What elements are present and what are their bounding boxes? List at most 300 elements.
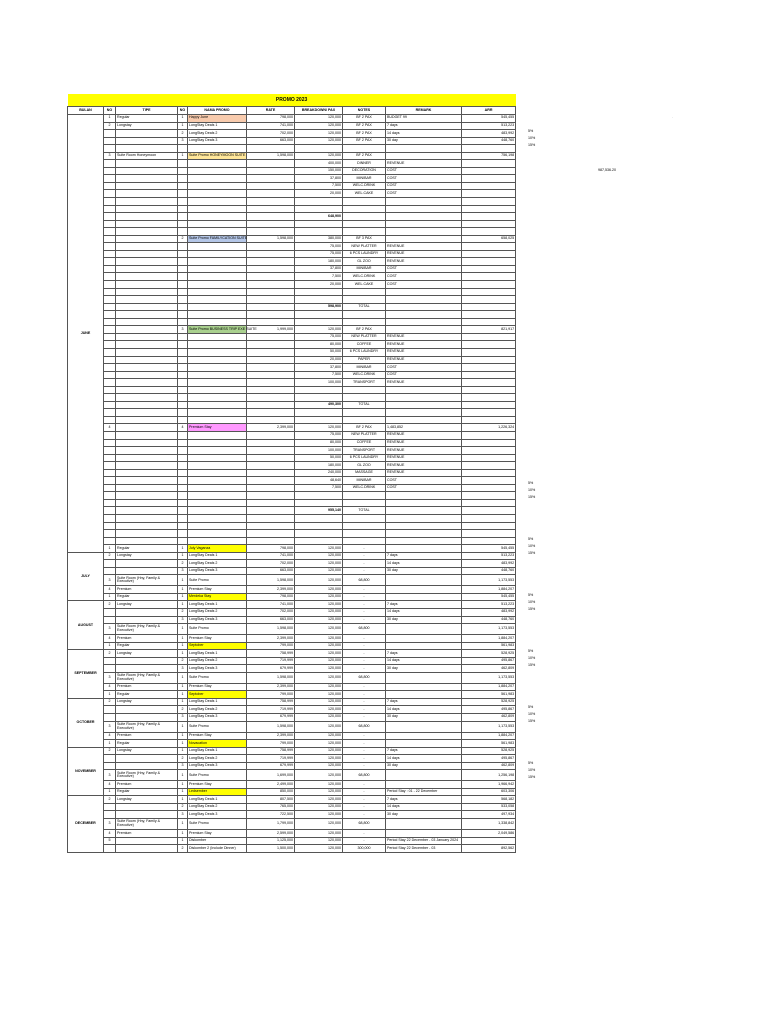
cell-nama	[188, 514, 247, 522]
cell-notes: TOTAL	[343, 401, 386, 409]
cell-nama	[188, 507, 247, 515]
cell-no2	[178, 514, 188, 522]
cell-tipe	[116, 530, 178, 538]
month-cell: JULY	[68, 552, 104, 601]
cell-rate	[247, 522, 295, 530]
cell-notes	[343, 537, 386, 545]
cell-bd	[295, 288, 343, 296]
cell-nama: LongStay Deals 3	[188, 811, 247, 819]
cell-nama	[188, 416, 247, 424]
cell-bd	[295, 394, 343, 402]
cell-notes: GL ZOO	[343, 462, 386, 470]
cell-no2: 3	[178, 326, 188, 334]
table-row	[68, 198, 516, 206]
cell-no2: 3	[178, 762, 188, 770]
cell-no	[104, 318, 116, 326]
cell-no: 4	[104, 683, 116, 691]
table-row	[68, 220, 516, 228]
cell-tipe	[116, 416, 178, 424]
cell-remark: 14 days	[386, 560, 462, 568]
cell-no2	[178, 273, 188, 281]
cell-tipe	[116, 803, 178, 811]
cell-remark: 30 day	[386, 811, 462, 819]
cell-arr: 1,884,207	[462, 586, 516, 594]
table-row	[68, 575, 516, 586]
cell-rate	[247, 258, 295, 266]
cell-bd: 490,300	[295, 401, 343, 409]
cell-notes	[343, 499, 386, 507]
cell-no2: 2	[178, 235, 188, 243]
cell-notes: BF 2 PAX	[343, 424, 386, 432]
cell-nama	[188, 281, 247, 289]
cell-no	[104, 379, 116, 387]
cell-rate	[247, 537, 295, 545]
cell-rate	[247, 333, 295, 341]
column-header: NO	[178, 107, 188, 115]
cell-tipe: Regular	[116, 545, 178, 553]
table-row	[68, 424, 516, 432]
cell-bd	[295, 522, 343, 530]
cell-no	[104, 288, 116, 296]
cell-tipe	[116, 213, 178, 221]
cell-notes	[343, 409, 386, 417]
cell-nama	[188, 258, 247, 266]
cell-tipe: Suite Room (Hny, Family & Executive)	[116, 575, 178, 586]
cell-nama	[188, 522, 247, 530]
cell-arr	[462, 454, 516, 462]
cell-remark: REVENUE	[386, 462, 462, 470]
cell-tipe: Regular	[116, 691, 178, 699]
cell-arr	[462, 537, 516, 545]
column-header: NOTES	[343, 107, 386, 115]
cell-no2	[178, 296, 188, 304]
cell-rate	[247, 379, 295, 387]
cell-no2: 1	[178, 545, 188, 553]
cell-nama: Suite Promo	[188, 575, 247, 586]
cell-nama: Premium Stay	[188, 781, 247, 789]
cell-rate: 1,999,000	[247, 326, 295, 334]
table-row	[68, 401, 516, 409]
promo-table	[67, 94, 516, 853]
cell-remark	[386, 530, 462, 538]
cell-notes	[343, 416, 386, 424]
cell-remark	[386, 740, 462, 748]
cell-bd: 50,000	[295, 348, 343, 356]
side-pct-label: 10%	[528, 712, 536, 716]
table-row	[68, 740, 516, 748]
cell-no: 2	[104, 122, 116, 130]
cell-arr	[462, 530, 516, 538]
cell-arr	[462, 265, 516, 273]
cell-no	[104, 567, 116, 575]
cell-no: 4	[104, 424, 116, 432]
cell-notes	[343, 492, 386, 500]
table-row	[68, 341, 516, 349]
cell-no: 4	[104, 781, 116, 789]
cell-notes: 68,800	[343, 624, 386, 635]
cell-no: 2	[104, 601, 116, 609]
cell-no: 4	[104, 586, 116, 594]
cell-bd: 80,000	[295, 341, 343, 349]
side-pct-label: 5%	[528, 705, 534, 709]
cell-notes: -	[343, 552, 386, 560]
cell-notes: BF 2 PAX	[343, 115, 386, 123]
cell-nama: Suite Promo	[188, 770, 247, 781]
cell-nama	[188, 167, 247, 175]
cell-rate: 807,500	[247, 796, 295, 804]
cell-tipe	[116, 454, 178, 462]
cell-arr: 533,058	[462, 803, 516, 811]
cell-bd	[295, 205, 343, 213]
cell-tipe: Regular	[116, 115, 178, 123]
cell-notes: -	[343, 657, 386, 665]
cell-no2: 1	[178, 552, 188, 560]
cell-remark	[386, 394, 462, 402]
cell-notes: MINIBAR	[343, 364, 386, 372]
month-cell: OCTOBER	[68, 698, 104, 747]
cell-notes: -	[343, 747, 386, 755]
cell-tipe	[116, 190, 178, 198]
cell-nama: LongStay Deals 1	[188, 122, 247, 130]
cell-notes: BF 2 PAX	[343, 326, 386, 334]
table-row	[68, 454, 516, 462]
cell-notes	[343, 205, 386, 213]
cell-remark	[386, 732, 462, 740]
cell-rate: 702,000	[247, 560, 295, 568]
cell-nama	[188, 213, 247, 221]
cell-no	[104, 167, 116, 175]
cell-bd: 75,000	[295, 243, 343, 251]
cell-rate	[247, 182, 295, 190]
cell-arr: 448,760	[462, 567, 516, 575]
cell-nama	[188, 454, 247, 462]
cell-tipe	[116, 175, 178, 183]
cell-nama	[188, 462, 247, 470]
cell-arr	[462, 145, 516, 153]
side-pct-label: 15%	[528, 719, 536, 723]
cell-tipe	[116, 431, 178, 439]
cell-no	[104, 198, 116, 206]
cell-tipe	[116, 706, 178, 714]
cell-no: 1	[104, 115, 116, 123]
cell-notes: -	[343, 781, 386, 789]
cell-arr: 448,760	[462, 616, 516, 624]
cell-notes: -	[343, 714, 386, 722]
cell-arr: 1,226,324	[462, 424, 516, 432]
cell-no	[104, 845, 116, 853]
cell-tipe	[116, 845, 178, 853]
cell-arr	[462, 477, 516, 485]
column-header: ARR	[462, 107, 516, 115]
cell-notes: -	[343, 698, 386, 706]
cell-remark	[386, 522, 462, 530]
cell-rate	[247, 243, 295, 251]
cell-tipe: Regular	[116, 788, 178, 796]
cell-nama	[188, 145, 247, 153]
cell-bd: 120,000	[295, 845, 343, 853]
cell-rate: 1,598,000	[247, 624, 295, 635]
cell-remark: 30 day	[386, 616, 462, 624]
table-row	[68, 845, 516, 853]
cell-remark: REVENUE	[386, 454, 462, 462]
cell-nama: Suite Promo	[188, 624, 247, 635]
cell-no	[104, 454, 116, 462]
cell-no	[104, 492, 116, 500]
cell-notes: -	[343, 642, 386, 650]
cell-no2	[178, 341, 188, 349]
cell-no	[104, 205, 116, 213]
cell-no: 1	[104, 691, 116, 699]
table-row	[68, 665, 516, 673]
cell-bd: 120,000	[295, 830, 343, 838]
cell-tipe	[116, 364, 178, 372]
cell-tipe	[116, 499, 178, 507]
cell-tipe	[116, 484, 178, 492]
cell-notes: GL ZOO	[343, 258, 386, 266]
cell-rate	[247, 205, 295, 213]
table-row	[68, 243, 516, 251]
cell-remark: COST	[386, 167, 462, 175]
cell-nama	[188, 537, 247, 545]
cell-arr	[462, 175, 516, 183]
cell-remark	[386, 507, 462, 515]
cell-rate	[247, 462, 295, 470]
table-row	[68, 732, 516, 740]
cell-remark	[386, 198, 462, 206]
cell-bd	[295, 530, 343, 538]
cell-remark: COST	[386, 281, 462, 289]
cell-arr: 495,867	[462, 755, 516, 763]
cell-rate	[247, 281, 295, 289]
side-pct-label: 10%	[528, 768, 536, 772]
cell-nama: Diskomber	[188, 837, 247, 845]
cell-no	[104, 394, 116, 402]
cell-no	[104, 560, 116, 568]
cell-remark: 7 days	[386, 122, 462, 130]
cell-no: 5	[104, 837, 116, 845]
cell-rate: 2,499,000	[247, 781, 295, 789]
cell-remark	[386, 220, 462, 228]
cell-remark	[386, 586, 462, 594]
cell-arr	[462, 522, 516, 530]
cell-no: 2	[104, 796, 116, 804]
cell-no	[104, 469, 116, 477]
cell-nama: Ledsember	[188, 788, 247, 796]
cell-rate	[247, 198, 295, 206]
cell-no2: 1	[178, 721, 188, 732]
cell-bd: 120,000	[295, 672, 343, 683]
cell-arr: 561,983	[462, 691, 516, 699]
cell-no2	[178, 484, 188, 492]
cell-bd: 120,000	[295, 601, 343, 609]
cell-no: 3	[104, 152, 116, 160]
cell-no2: 2	[178, 845, 188, 853]
cell-bd: 120,000	[295, 762, 343, 770]
cell-remark	[386, 593, 462, 601]
table-row	[68, 721, 516, 732]
cell-no2	[178, 522, 188, 530]
cell-no	[104, 514, 116, 522]
cell-bd: 120,000	[295, 721, 343, 732]
cell-nama: Premium Stay	[188, 683, 247, 691]
cell-no	[104, 182, 116, 190]
side-dot: .	[672, 114, 674, 119]
cell-no: 3	[104, 624, 116, 635]
cell-rate	[247, 145, 295, 153]
cell-no2: 1	[178, 770, 188, 781]
cell-tipe: Premium	[116, 781, 178, 789]
cell-tipe	[116, 130, 178, 138]
cell-rate	[247, 273, 295, 281]
cell-notes: -	[343, 609, 386, 617]
side-pct-label: 10%	[528, 600, 536, 604]
cell-tipe	[116, 265, 178, 273]
cell-nama	[188, 394, 247, 402]
cell-tipe	[116, 755, 178, 763]
cell-tipe	[116, 303, 178, 311]
cell-arr: 561,983	[462, 642, 516, 650]
cell-nama	[188, 190, 247, 198]
cell-no2: 2	[178, 657, 188, 665]
cell-bd	[295, 311, 343, 319]
cell-bd: 120,000	[295, 122, 343, 130]
cell-tipe	[116, 333, 178, 341]
cell-bd: 120,000	[295, 665, 343, 673]
cell-nama	[188, 341, 247, 349]
cell-remark: 14 days	[386, 609, 462, 617]
cell-bd	[295, 537, 343, 545]
cell-no	[104, 714, 116, 722]
cell-arr: 545,455	[462, 593, 516, 601]
cell-no2	[178, 318, 188, 326]
cell-notes: -	[343, 560, 386, 568]
table-row	[68, 714, 516, 722]
cell-no2	[178, 265, 188, 273]
cell-no2: 2	[178, 803, 188, 811]
cell-nama	[188, 409, 247, 417]
cell-remark	[386, 721, 462, 732]
cell-notes: MINIBAR	[343, 175, 386, 183]
cell-rate	[247, 303, 295, 311]
cell-tipe	[116, 522, 178, 530]
cell-no	[104, 484, 116, 492]
cell-no	[104, 371, 116, 379]
cell-tipe: Regular	[116, 593, 178, 601]
cell-nama: LongStay Deals 1	[188, 552, 247, 560]
cell-tipe	[116, 205, 178, 213]
cell-tipe	[116, 447, 178, 455]
cell-tipe	[116, 379, 178, 387]
cell-no	[104, 401, 116, 409]
cell-bd: 180,000	[295, 258, 343, 266]
cell-arr	[462, 386, 516, 394]
cell-nama	[188, 228, 247, 236]
cell-arr: 2,049,586	[462, 830, 516, 838]
cell-tipe	[116, 567, 178, 575]
cell-arr: 495,867	[462, 657, 516, 665]
table-row	[68, 364, 516, 372]
cell-tipe	[116, 258, 178, 266]
cell-tipe: Longstay	[116, 601, 178, 609]
cell-no2: 3	[178, 665, 188, 673]
cell-rate: 741,000	[247, 601, 295, 609]
cell-no2	[178, 454, 188, 462]
cell-rate	[247, 296, 295, 304]
side-pct-label: 15%	[528, 607, 536, 611]
table-row	[68, 175, 516, 183]
column-header: NO	[104, 107, 116, 115]
cell-tipe	[116, 394, 178, 402]
cell-bd: 7,500	[295, 371, 343, 379]
cell-no2	[178, 303, 188, 311]
cell-remark: REVENUE	[386, 447, 462, 455]
table-row	[68, 228, 516, 236]
side-pct-label: 15%	[528, 143, 536, 147]
cell-nama	[188, 356, 247, 364]
cell-rate: 799,000	[247, 740, 295, 748]
cell-arr	[462, 492, 516, 500]
cell-rate	[247, 356, 295, 364]
cell-tipe: Suite Room (Hny, Family & Executive)	[116, 770, 178, 781]
cell-rate	[247, 160, 295, 168]
cell-remark	[386, 152, 462, 160]
cell-bd: 120,000	[295, 770, 343, 781]
cell-arr	[462, 205, 516, 213]
table-row	[68, 130, 516, 138]
cell-arr: 513,223	[462, 601, 516, 609]
cell-bd	[295, 416, 343, 424]
cell-remark: REVENUE	[386, 243, 462, 251]
cell-rate: 2,399,000	[247, 732, 295, 740]
table-row	[68, 326, 516, 334]
cell-no2	[178, 160, 188, 168]
cell-rate: 679,999	[247, 714, 295, 722]
cell-bd: 120,000	[295, 552, 343, 560]
cell-no2: 1	[178, 747, 188, 755]
cell-arr: 513,223	[462, 122, 516, 130]
month-cell: SEPTEMBER	[68, 650, 104, 699]
cell-arr: 497,934	[462, 811, 516, 819]
cell-notes: COFFEE	[343, 341, 386, 349]
cell-tipe: Premium	[116, 683, 178, 691]
cell-no: 2	[104, 552, 116, 560]
cell-nama	[188, 348, 247, 356]
cell-bd: 120,000	[295, 635, 343, 643]
cell-bd: 380,000	[295, 235, 343, 243]
cell-notes: TOTAL	[343, 303, 386, 311]
cell-arr: 1,173,553	[462, 575, 516, 586]
cell-no2	[178, 416, 188, 424]
cell-tipe: Longstay	[116, 650, 178, 658]
cell-nama: LongStay Deals 3	[188, 137, 247, 145]
cell-nama: LongStay Deals 3	[188, 616, 247, 624]
table-row	[68, 691, 516, 699]
cell-bd: 120,000	[295, 747, 343, 755]
cell-tipe	[116, 296, 178, 304]
cell-notes	[343, 288, 386, 296]
cell-arr: 483,992	[462, 609, 516, 617]
cell-arr	[462, 311, 516, 319]
cell-no2	[178, 213, 188, 221]
cell-arr: 821,917	[462, 326, 516, 334]
cell-nama	[188, 220, 247, 228]
cell-tipe	[116, 462, 178, 470]
cell-notes: WEL.CAKE	[343, 190, 386, 198]
cell-rate	[247, 348, 295, 356]
cell-no: 4	[104, 635, 116, 643]
table-row	[68, 593, 516, 601]
cell-tipe	[116, 401, 178, 409]
